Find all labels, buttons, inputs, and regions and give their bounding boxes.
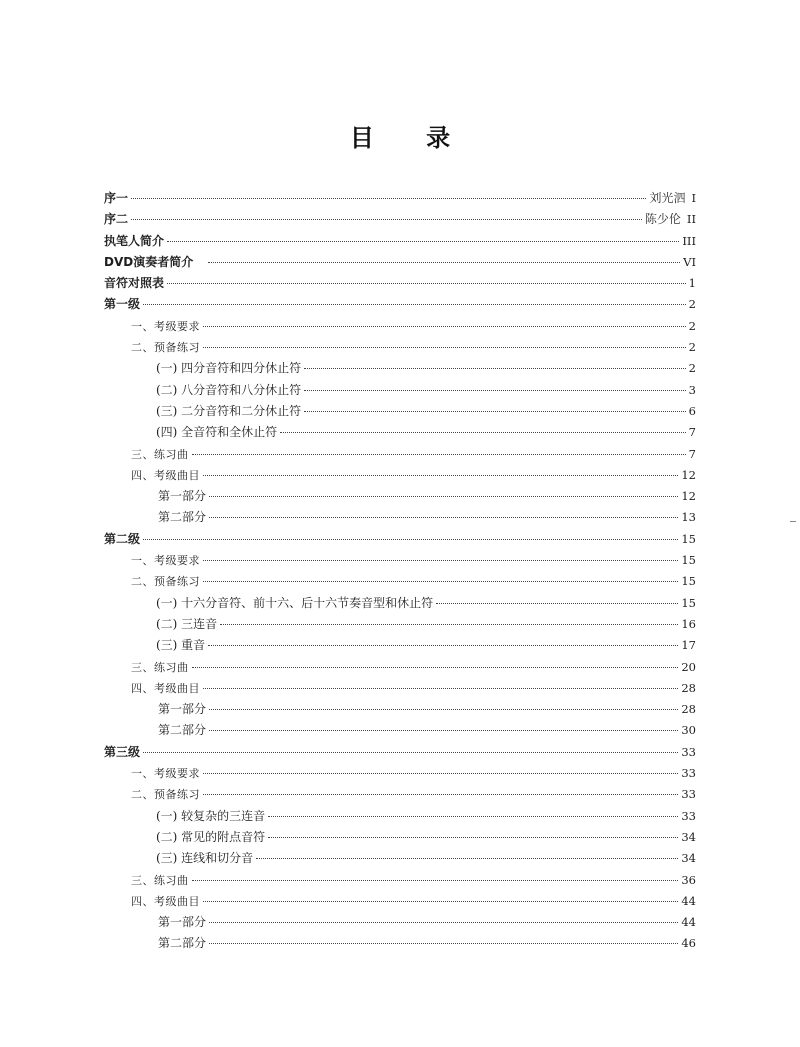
toc-entry[interactable] [104,593,696,614]
toc-entry-page-number: 2 [688,318,696,333]
page-title: 目 录 [349,124,473,152]
toc-entry-label: 二、预备练习 [131,575,200,589]
dot-leader [304,390,685,391]
dot-leader [203,581,678,582]
dot-leader [143,539,678,540]
toc-entry-label: 二、预备练习 [131,788,200,802]
dot-leader [209,496,678,497]
dot-leader [143,752,678,753]
toc-entry-label: 四、考级曲目 [131,681,200,695]
toc-entry-page-number: 7 [688,446,696,461]
toc-entry-page-number: 12 [681,489,696,504]
toc-entry-page-number: II [686,212,696,227]
dot-leader [203,901,678,902]
dot-leader [209,517,678,518]
toc-entry-page-number: 46 [681,936,696,951]
toc-entry-page-number: 7 [688,425,696,440]
toc-entry-label: 第二部分 [158,936,207,951]
dot-leader [209,730,678,731]
toc-entry-label: 三、练习曲 [131,873,189,887]
toc-entry[interactable] [104,614,696,635]
toc-entry-page-number: 33 [681,787,696,802]
dot-leader [436,603,678,604]
toc-entry-label: 第二部分 [158,510,207,525]
toc-entry-label: 第三级 [104,744,141,759]
dot-leader [143,304,686,305]
toc-entry-label: 第二部分 [158,723,207,738]
toc-entry-page-number: 44 [681,893,696,908]
toc-entry-label: 第一部分 [158,702,207,717]
toc-entry-label: 三、练习曲 [131,447,189,461]
toc-entry-label: (一) 较复杂的三连音 [156,808,266,823]
toc-entry-label: 一、考级要求 [131,767,200,781]
dot-leader [220,624,678,625]
dot-leader [268,816,678,817]
toc-entry[interactable] [104,465,696,486]
dot-leader [167,241,679,242]
toc-entry-page-number: 15 [681,574,696,589]
toc-entry[interactable] [104,507,696,528]
toc-entry[interactable] [104,209,696,230]
toc-entry-page-number: 3 [688,382,696,397]
dot-leader [203,560,678,561]
toc-entry-label: 一、考级要求 [131,319,200,333]
toc-entry-label: 音符对照表 [104,276,165,291]
toc-entry-author: 刘光泗 [649,191,686,205]
toc-entry-label: (二) 三连音 [156,616,218,631]
toc-entry[interactable] [104,401,696,422]
toc-entry-page-number: 28 [681,702,696,717]
dot-leader [192,880,679,881]
toc-entry-page-number: 34 [681,829,696,844]
toc-entry[interactable] [104,231,696,252]
toc-entry-page-number: 33 [681,766,696,781]
toc-entry-page-number: 2 [688,297,696,312]
toc-entry-label: DVD演奏者简介 [104,254,194,269]
toc-entry-label: (四) 全音符和全休止符 [156,425,278,440]
toc-entry-label: 四、考级曲目 [131,894,200,908]
toc-entry-page-number: 17 [681,638,696,653]
toc-entry[interactable] [104,827,696,848]
toc-entry[interactable] [104,571,696,592]
toc-entry-label: (二) 常见的附点音符 [156,829,266,844]
toc-entry-label: 第一级 [104,297,141,312]
dot-leader [256,858,678,859]
toc-entry-label: 第二级 [104,531,141,546]
toc-entry[interactable] [104,358,696,379]
toc-entry[interactable] [104,763,696,784]
toc-entry-page-number: 44 [681,915,696,930]
toc-entry[interactable] [104,933,696,954]
toc-entry-label: 序二 [104,212,129,227]
toc-entry-label: (三) 重音 [156,638,206,653]
toc-entry[interactable] [104,316,696,337]
toc-entry-page-number: 20 [681,659,696,674]
dot-leader [167,283,686,284]
table-of-contents [104,188,696,955]
toc-entry[interactable] [104,273,696,294]
toc-entry-page-number: III [682,233,696,248]
toc-entry[interactable] [104,529,696,550]
dot-leader [304,368,685,369]
toc-entry-page-number: 36 [681,872,696,887]
toc-entry-label: (二) 八分音符和八分休止符 [156,382,302,397]
toc-entry-label: 序一 [104,191,129,205]
dot-leader [280,432,685,433]
toc-entry-label: 四、考级曲目 [131,468,200,482]
toc-entry-page-number: 2 [688,361,696,376]
dot-leader [203,326,686,327]
toc-entry-page-number: 15 [681,553,696,568]
dot-leader [209,943,678,944]
toc-entry-label: 执笔人简介 [104,233,165,248]
toc-entry[interactable] [104,870,696,891]
toc-entry-page-number: 6 [688,403,696,418]
toc-entry[interactable] [104,912,696,933]
toc-entry[interactable] [104,848,696,869]
dot-leader [208,645,678,646]
toc-entry-label: 二、预备练习 [131,341,200,355]
toc-entry[interactable] [104,380,696,401]
toc-entry-page-number: 33 [681,808,696,823]
toc-entry-page-number: 33 [681,744,696,759]
toc-entry[interactable] [104,550,696,571]
toc-entry[interactable] [104,742,696,763]
dot-leader [209,709,678,710]
page-edge-mark [790,521,796,522]
toc-entry[interactable] [104,252,696,273]
toc-entry-page-number: I [691,191,696,205]
toc-entry[interactable] [104,422,696,443]
toc-entry[interactable] [104,444,696,465]
toc-entry-label: (三) 连线和切分音 [156,851,254,866]
toc-entry-label: (一) 四分音符和四分休止符 [156,361,302,376]
dot-leader [209,922,678,923]
toc-entry-author: 陈少伦 [644,212,681,227]
toc-entry[interactable] [104,699,696,720]
toc-entry-page-number: 15 [681,531,696,546]
toc-entry-page-number: 16 [681,616,696,631]
dot-leader [203,347,686,348]
toc-entry-label: (三) 二分音符和二分休止符 [156,403,302,418]
toc-entry[interactable] [104,486,696,507]
dot-leader [203,773,678,774]
toc-entry[interactable] [104,678,696,699]
toc-entry-page-number: 15 [681,595,696,610]
toc-entry-label: 第一部分 [158,489,207,504]
dot-leader [192,454,686,455]
toc-entry-label: 第一部分 [158,915,207,930]
dot-leader [203,475,678,476]
dot-leader [203,688,678,689]
toc-entry-page-number: VI [683,254,696,269]
dot-leader [131,219,642,220]
toc-entry[interactable] [104,720,696,741]
toc-entry-page-number: 2 [688,340,696,355]
dot-leader [268,837,678,838]
toc-entry-page-number: 13 [681,510,696,525]
toc-entry[interactable] [104,337,696,358]
toc-entry-page-number: 28 [681,680,696,695]
toc-entry-page-number: 12 [681,467,696,482]
toc-entry-label: (一) 十六分音符、前十六、后十六节奏音型和休止符 [156,595,434,610]
toc-entry[interactable] [104,891,696,912]
toc-entry-page-number: 1 [688,276,696,291]
toc-entry[interactable] [104,657,696,678]
dot-leader [208,262,680,263]
dot-leader [192,667,679,668]
dot-leader [131,198,646,199]
toc-entry[interactable] [104,806,696,827]
toc-entry-label: 三、练习曲 [131,660,189,674]
dot-leader [203,794,678,795]
toc-entry-page-number: 30 [681,723,696,738]
toc-entry[interactable] [104,635,696,656]
toc-entry-page-number: 34 [681,851,696,866]
toc-entry-label: 一、考级要求 [131,554,200,568]
dot-leader [304,411,685,412]
toc-entry[interactable] [104,188,696,209]
toc-entry[interactable] [104,294,696,315]
toc-entry[interactable] [104,784,696,805]
